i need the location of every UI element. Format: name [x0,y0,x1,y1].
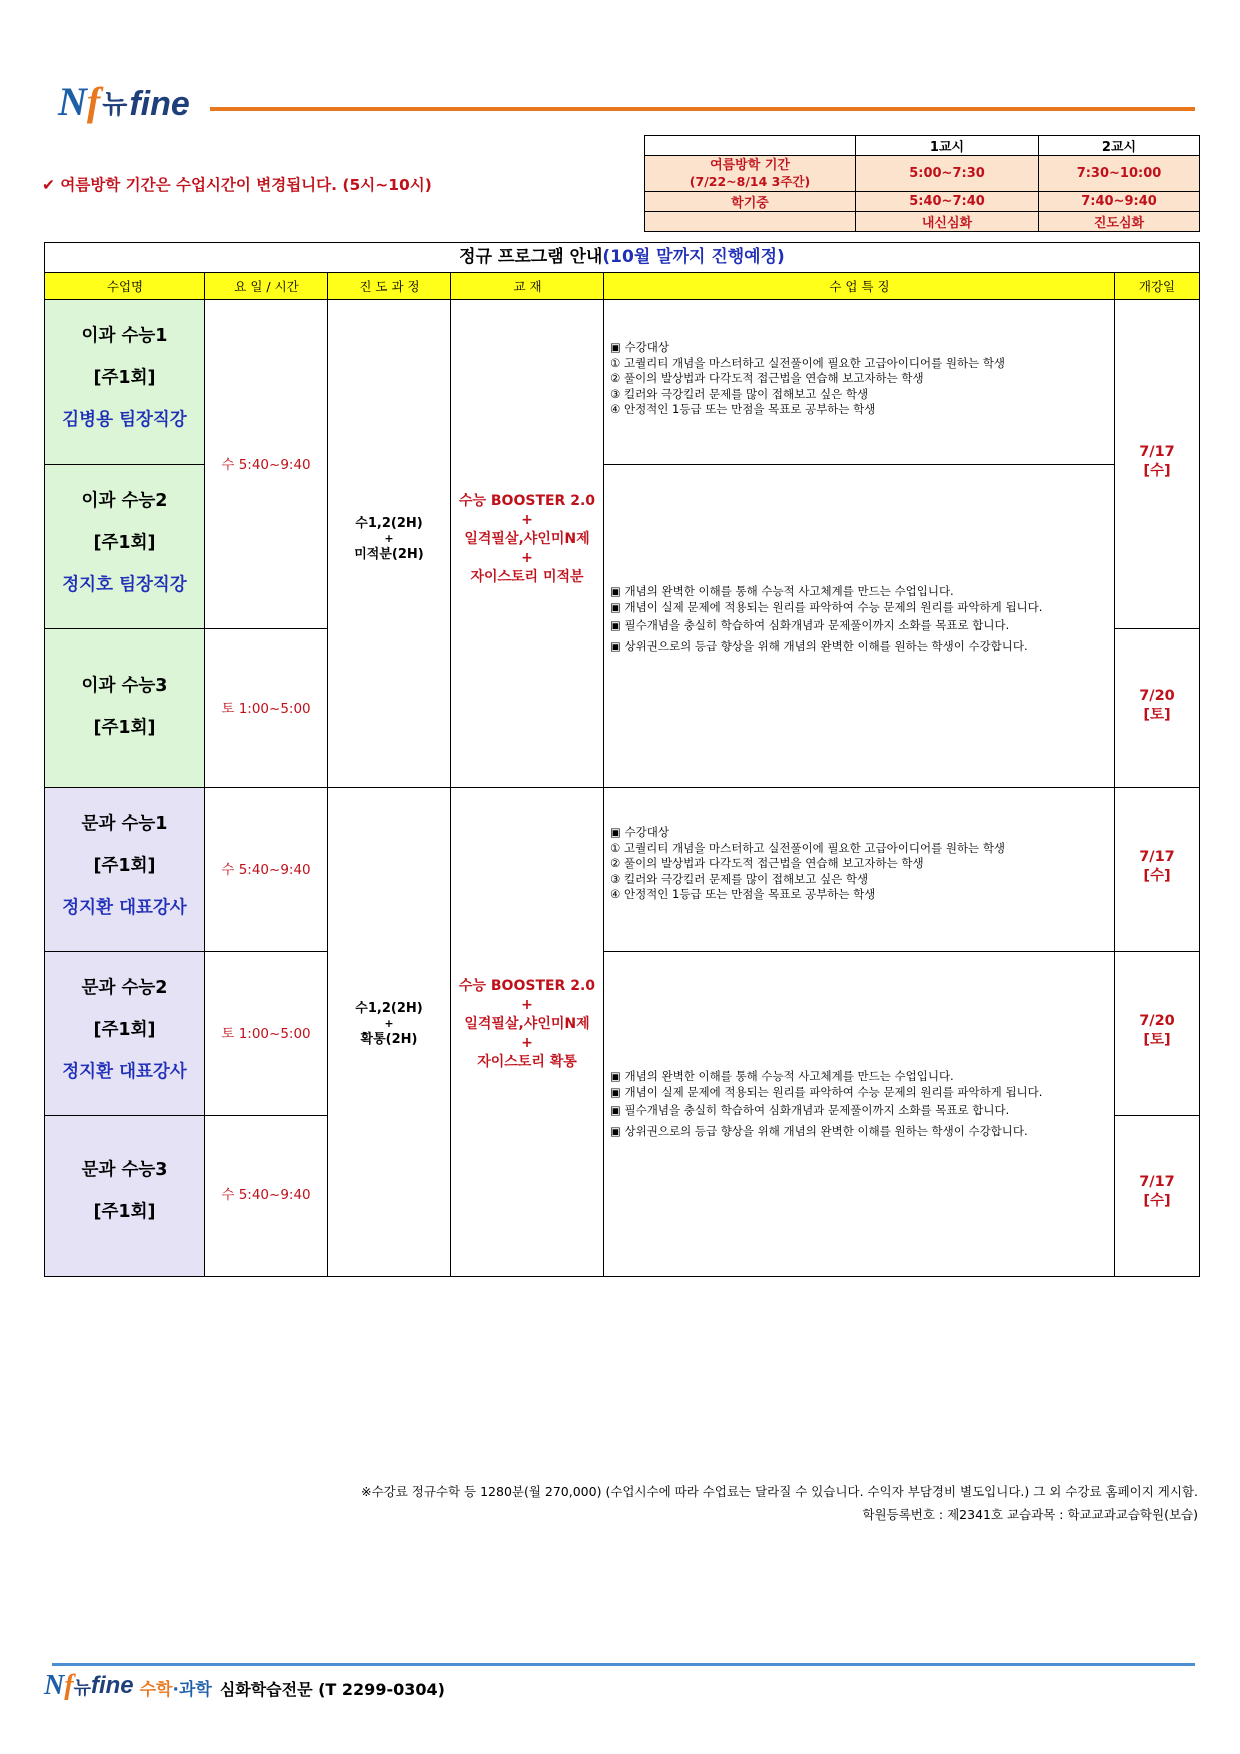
class-teacher: 정지호 팀장직강 [62,575,187,595]
class-cell [45,952,204,1115]
row-divider [45,1115,327,1116]
col-divider [1114,272,1115,1277]
class-schedule: 수 5:40~9:40 [221,457,311,473]
class-schedule: 수 5:40~9:40 [221,862,311,878]
start-date: 7/20 [토] [1139,688,1175,723]
academy-logo [58,78,190,122]
class-cell [45,1116,204,1276]
tt-cell: 5:00~7:30 [856,156,1039,192]
row-divider [205,628,327,629]
logo-mark: Nf [58,79,101,124]
col-divider [603,272,604,1277]
summer-notice: ✔ 여름방학 기간은 수업시간이 변경됩니다. (5시~10시) [42,176,432,194]
tt-row-label: 학기중 [645,192,856,212]
logo-fine: fine [129,85,190,123]
start-date: 7/17 [수] [1139,849,1175,884]
class-frequency: [주1회] [93,533,156,553]
row-divider [604,464,1114,465]
tt-cell: 7:30~10:00 [1039,156,1200,192]
footer-contact: 심화학습전문 (T 2299-0304) [219,1680,445,1699]
features-target-liberal: ▣ 수강대상 ① 고퀄리티 개념을 마스터하고 실전풀이에 필요한 고급아이디어를 원하는 학생 ② 풀이의 발상법과 다각도적 접근법을 연습해 보고자하는 학생 ③ 킬러와 극강킬러 문제를 많이 접해보고 싶은 학생 ④ 안정적인 1등급 또는 만점을 목표로 공부하는 학생 [610,825,1006,901]
col-header-start-date: 개강일 [1115,272,1199,300]
class-teacher: 김병용 팀장직강 [62,410,187,430]
tt-row-label: 여름방학 기간 (7/22~8/14 3주간) [645,156,856,192]
tt-col1: 1교시 [856,136,1039,156]
class-name: 이과 수능3 [81,676,168,696]
row-divider [1115,1115,1199,1116]
col-divider [450,272,451,1277]
col-header-name: 수업명 [45,272,205,300]
row-divider [45,628,204,629]
row-divider [604,951,1199,952]
class-teacher: 정지환 대표강사 [62,898,187,918]
col-header-schedule: 요 일 / 시간 [205,272,328,300]
class-frequency: [주1회] [93,368,156,388]
col-divider [327,272,328,1277]
tt-cell: 5:40~7:40 [856,192,1039,212]
class-cell [45,465,204,628]
registration-info: 학원등록번호 : 제2341호 교습과목 : 학교교과교습학원(보습) [862,1507,1198,1522]
tt-cell: 진도심화 [1039,212,1200,232]
class-schedule: 토 1:00~5:00 [221,701,311,717]
header-divider [210,107,1195,111]
class-frequency: [주1회] [93,1202,156,1222]
col-header-book: 교 재 [451,272,604,300]
class-name: 문과 수능1 [81,814,168,834]
class-cell [45,629,204,787]
textbook-science: 수능 BOOSTER 2.0 + 일격필살,샤인미N제 + 자이스토리 미적분 [458,493,596,585]
footer-brand: Nf 뉴 fine 수학 · 과학 심화학습전문 (T 2299-0304) [44,1670,445,1701]
tt-cell: 내신심화 [856,212,1039,232]
features-desc-liberal: ▣ 개념의 완벽한 이해를 통해 수능적 사고체계를 만드는 수업입니다. ▣ 개념이 실제 문제에 적용되는 원리를 파악하여 수능 문제의 원리를 파악하게 됩니다. ▣ 필수개념을 충실히 학습하여 심화개념과 문제풀이까지 소화를 목표로 합니다. ▣ 상위권으로의 등급 향상을 위해 개념의 완벽한 이해를 원하는 학생이 수강합니다. [610,1069,1043,1138]
row-divider [1115,628,1199,629]
row-divider [45,787,1199,788]
class-schedule: 수 5:40~9:40 [221,1187,311,1203]
tt-col2: 2교시 [1039,136,1200,156]
start-date: 7/17 [수] [1139,444,1175,479]
tt-corner [645,136,856,156]
row-divider [45,464,204,465]
class-frequency: [주1회] [93,856,156,876]
class-cell [45,788,204,951]
class-teacher: 정지환 대표강사 [62,1062,187,1082]
textbook-liberal: 수능 BOOSTER 2.0 + 일격필살,샤인미N제 + 자이스토리 확통 [458,978,596,1070]
program-title: 정규 프로그램 안내(10월 말까지 진행예정) [459,247,785,267]
features-desc-science: ▣ 개념의 완벽한 이해를 통해 수능적 사고체계를 만드는 수업입니다. ▣ 개념이 실제 문제에 적용되는 원리를 파악하여 수능 문제의 원리를 파악하게 됩니다. ▣ 필수개념을 충실히 학습하여 심화개념과 문제풀이까지 소화를 목표로 합니다. ▣ 상위권으로의 등급 향상을 위해 개념의 완벽한 이해를 원하는 학생이 수강합니다. [610,584,1043,653]
class-name: 문과 수능2 [81,978,168,998]
features-target-science: ▣ 수강대상 ① 고퀄리티 개념을 마스터하고 실전풀이에 필요한 고급아이디어를 원하는 학생 ② 풀이의 발상법과 다각도적 접근법을 연습해 보고자하는 학생 ③ 킬러와 극강킬러 문제를 많이 접해보고 싶은 학생 ④ 안정적인 1등급 또는 만점을 목표로 공부하는 학생 [610,340,1006,416]
tt-row-label [645,212,856,232]
class-schedule: 토 1:00~5:00 [221,1026,311,1042]
class-name: 이과 수능2 [81,491,168,511]
footer-logo-mark: Nf [44,1670,74,1701]
class-cell [45,300,204,464]
class-frequency: [주1회] [93,1020,156,1040]
progress-science: 수1,2(2H) + 미적분(2H) [354,516,424,562]
col-header-features: 수 업 특 징 [604,272,1115,300]
col-divider [204,272,205,1277]
class-name: 문과 수능3 [81,1160,168,1180]
footer-divider [52,1663,1195,1666]
tuition-note: ※수강료 정규수학 등 1280분(월 270,000) (수업시수에 따라 수업료는 달라질 수 있습니다. 수익자 부담경비 별도입니다.) 그 외 수강료 홈페이지 게시함. [361,1484,1198,1499]
col-header-progress: 진 도 과 정 [328,272,451,300]
class-name: 이과 수능1 [81,326,168,346]
period-time-table [644,135,1200,232]
tt-cell: 7:40~9:40 [1039,192,1200,212]
class-frequency: [주1회] [93,718,156,738]
row-divider [45,951,327,952]
progress-liberal: 수1,2(2H) + 확통(2H) [355,1001,423,1047]
start-date: 7/17 [수] [1139,1174,1175,1209]
start-date: 7/20 [토] [1139,1013,1175,1048]
logo-korean: 뉴 [102,90,128,120]
